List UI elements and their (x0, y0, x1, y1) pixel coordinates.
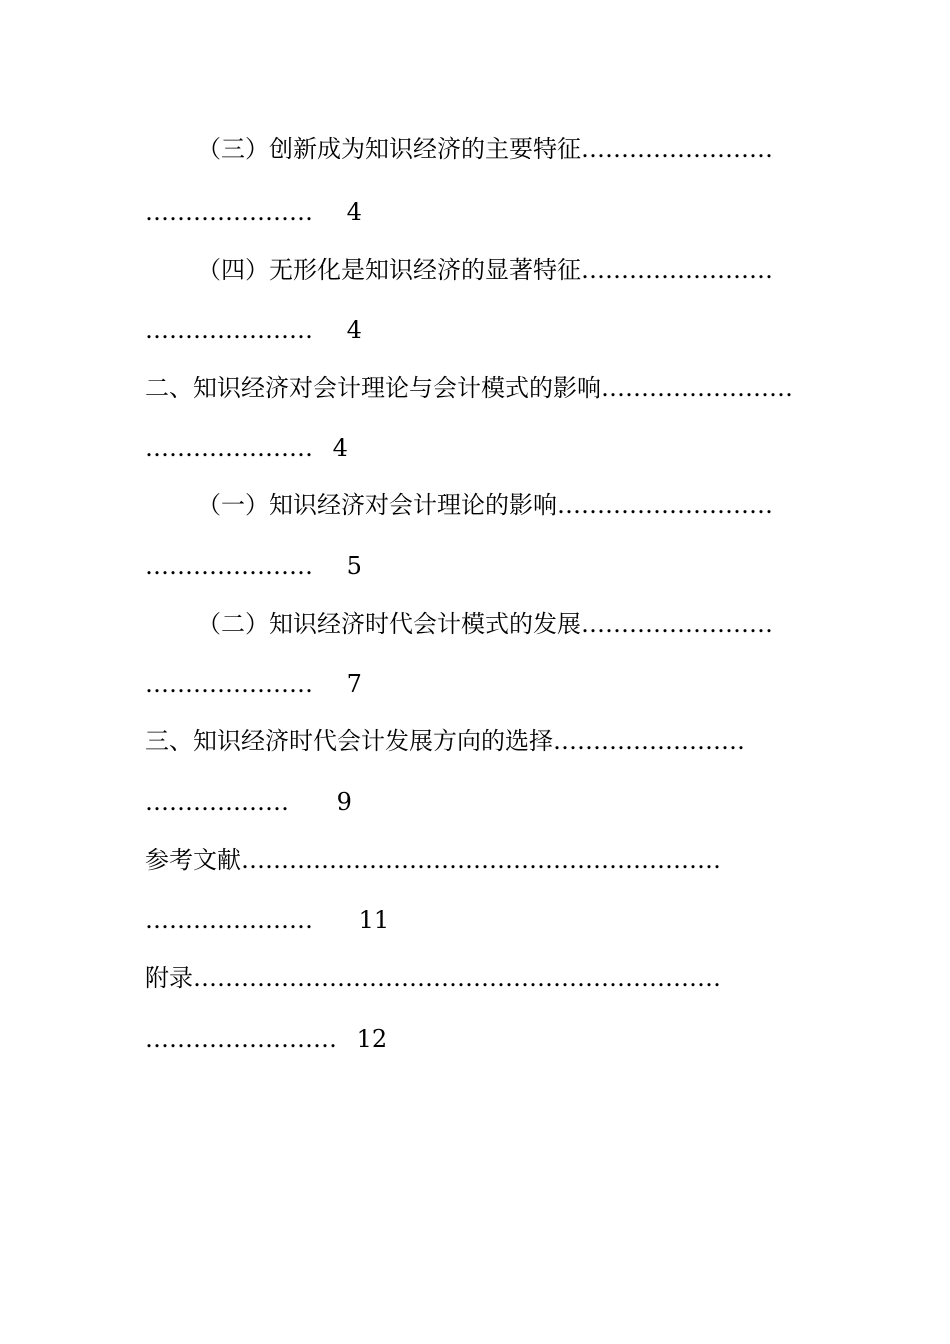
toc-page-number: 11 (358, 906, 390, 934)
toc-page-number: 5 (346, 552, 362, 580)
toc-entry-continuation (145, 192, 810, 232)
toc-entry-title-text: （二）知识经济时代会计模式的发展…………………… (197, 610, 773, 638)
toc-entry-title-text: 参考文献…………………………………………………… (145, 846, 721, 874)
toc-entry-continuation (145, 900, 810, 940)
toc-entry-title (145, 840, 810, 880)
toc-leader-dots: ………………… (145, 198, 313, 226)
toc-leader-dots: ………………… (145, 316, 313, 344)
toc-entry-title-text: 二、知识经济对会计理论与会计模式的影响…………………… (145, 374, 793, 402)
toc-leader-dots: ………………… (145, 552, 313, 580)
toc-entry-continuation (145, 664, 810, 704)
toc-page-number: 9 (336, 788, 352, 816)
toc-leader-dots: ………………… (145, 434, 313, 462)
toc-entry-title (197, 129, 810, 169)
toc-entry-title-text: 附录………………………………………………………… (145, 964, 721, 992)
toc-entry-continuation (145, 782, 810, 822)
toc-page-number: 7 (346, 670, 362, 698)
toc-entry-title (197, 604, 810, 644)
toc-entry-title (145, 368, 810, 408)
toc-entry-continuation (145, 310, 810, 350)
toc-entry-title (197, 250, 810, 290)
toc-leader-dots: ………………… (145, 670, 313, 698)
toc-page-number: 4 (346, 198, 362, 226)
toc-entry-title-text: 三、知识经济时代会计发展方向的选择…………………… (145, 727, 745, 755)
toc-leader-dots: ……………… (145, 788, 289, 816)
toc-entry-title-text: （三）创新成为知识经济的主要特征…………………… (197, 135, 773, 163)
toc-page-number: 4 (346, 316, 362, 344)
toc-entry-title (145, 958, 810, 998)
toc-entry-title (145, 721, 810, 761)
toc-entry-continuation (145, 546, 810, 586)
toc-entry-title (197, 485, 810, 525)
toc-entry-continuation (145, 428, 810, 468)
toc-entry-title-text: （四）无形化是知识经济的显著特征…………………… (197, 256, 773, 284)
toc-leader-dots: …………………… (145, 1025, 337, 1053)
toc-entry-title-text: （一）知识经济对会计理论的影响……………………… (197, 491, 773, 519)
toc-entry-continuation (145, 1019, 810, 1059)
toc-page-number: 4 (332, 434, 348, 462)
toc-page-number: 12 (356, 1025, 388, 1053)
toc-leader-dots: ………………… (145, 906, 313, 934)
